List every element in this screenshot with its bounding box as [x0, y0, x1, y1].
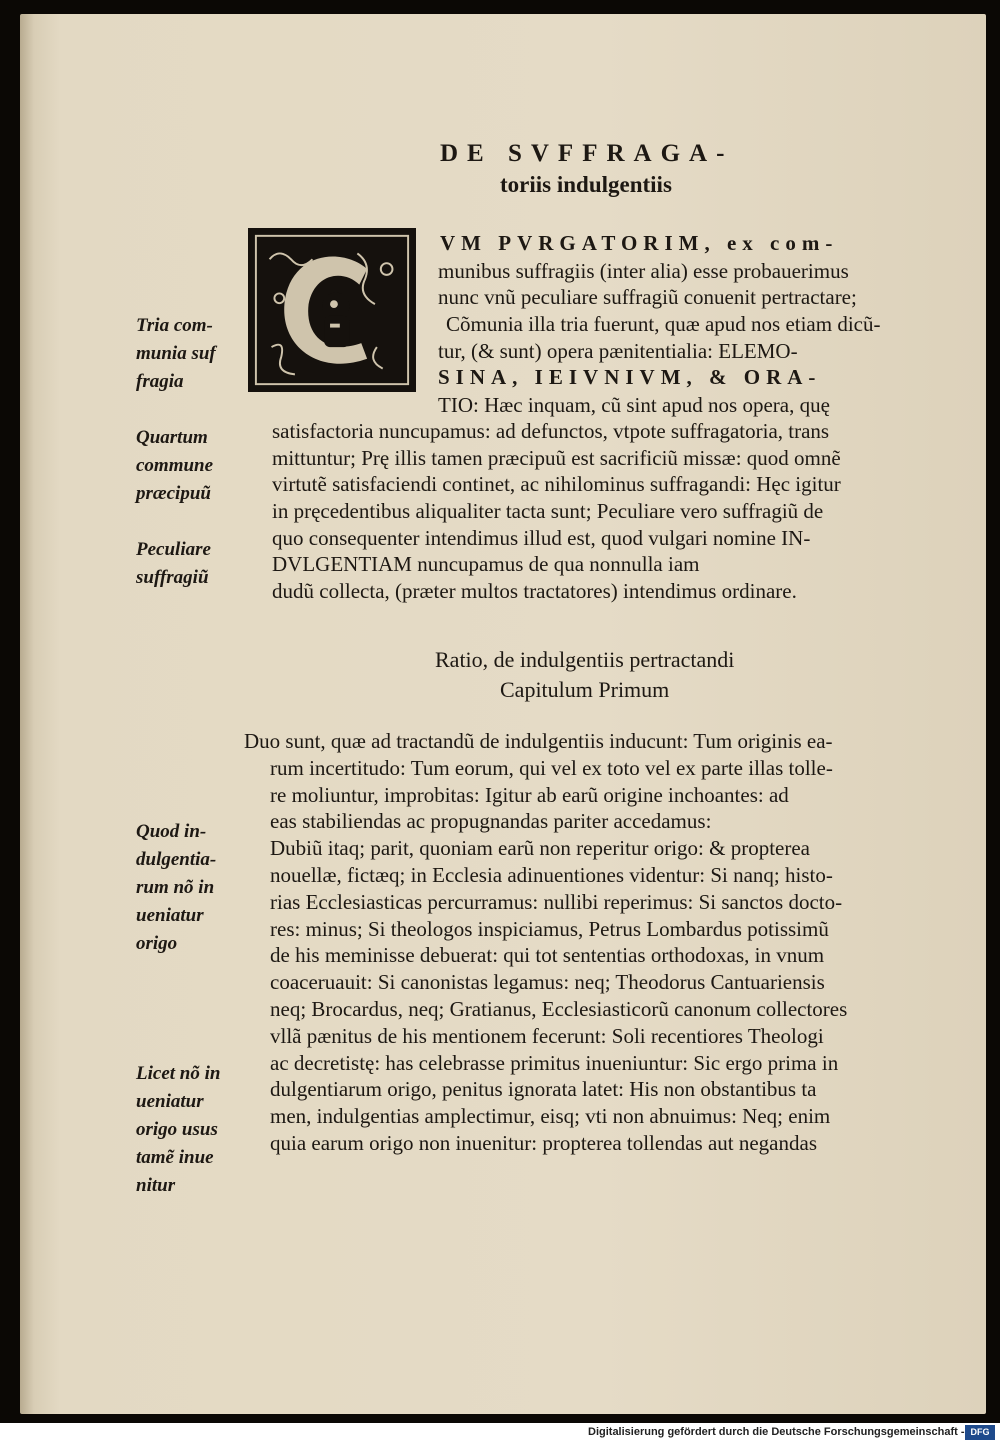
text-line: quia earum origo non inuenitur: propterea tollendas aut negandas	[270, 1131, 817, 1155]
text-line: res: minus; Si theologos inspiciamus, Petrus Lombardus potissimũ	[270, 917, 829, 941]
text-line: virtutẽ satisfaciendi continet, ac nihilominus suffragandi: Hęc igitur	[272, 472, 841, 496]
book-page	[20, 14, 986, 1414]
margin-note-line: Quod in-	[136, 821, 207, 842]
margin-note-line: suffragiũ	[136, 567, 209, 588]
margin-note-line: ueniatur	[136, 905, 204, 926]
margin-note-line: ueniatur	[136, 1091, 204, 1112]
decorated-initial-c	[248, 228, 416, 392]
margin-note	[136, 312, 254, 396]
text-line: ac decretistę: has celebrasse primitus inueniuntur: Sic ergo prima in	[270, 1051, 839, 1075]
text-line: Dubiũ itaq; parit, quoniam earũ non reperitur origo: & propterea	[270, 836, 811, 860]
page-heading-continuation: toriis indulgentiis	[500, 172, 672, 197]
margin-note-line: origo	[136, 933, 178, 954]
text-line: de his meminisse debuerat: qui tot sententias orthodoxas, in vnum	[270, 943, 825, 967]
text-line: in pręcedentibus aliqualiter tacta sunt; Peculiare vero suffragiũ de	[272, 499, 824, 523]
text-line: re moliuntur, improbitas: Igitur ab earũ origine inchoantes: ad	[270, 783, 789, 807]
chapter-subtitle: Capitulum Primum	[500, 677, 670, 702]
margin-note-line: Quartum	[136, 427, 208, 448]
margin-note-line: fragia	[136, 371, 184, 392]
text-line: satisfactoria nuncupamus: ad defunctos, vtpote suffragatoria, trans	[272, 419, 830, 443]
page-heading: DE SVFFRAGA-	[440, 140, 734, 167]
text-line: coaceruauit: Si canonistas legamus: neq; Theodorus Cantuariensis	[270, 970, 825, 994]
text-line: SINA, IEIVNIVM, & ORA-	[438, 365, 822, 389]
text-line: nunc vnũ peculiare suffragiũ conuenit pertractare;	[438, 285, 857, 309]
digitization-credit: Digitalisierung gefördert durch die Deutsche Forschungsgemeinschaft -	[588, 1426, 965, 1438]
margin-note-line: Tria com-	[136, 315, 213, 336]
margin-note-line: dulgentia-	[136, 849, 217, 870]
text-line: DVLGENTIAM nuncupamus de qua nonnulla iam	[272, 552, 700, 576]
margin-note-line: origo usus	[136, 1119, 218, 1140]
text-line: rias Ecclesiasticas percurramus: nullibi reperimus: Si sanctos docto-	[270, 890, 843, 914]
margin-note	[136, 818, 254, 958]
margin-note-line: Peculiare	[136, 539, 211, 560]
text-line: nouellæ, fictæq; in Ecclesia adinuentiones videntur: Si nanq; histo-	[270, 863, 833, 887]
margin-note-line: tamẽ inue	[136, 1147, 214, 1168]
margin-note-line: commune	[136, 455, 214, 476]
text-line: rum incertitudo: Tum eorum, qui vel ex toto vel ex parte illas tolle-	[270, 756, 833, 780]
text-line: vllã pænitus de his mentionem fecerunt: Soli recentiores Theologi	[270, 1024, 824, 1048]
margin-note-line: Licet nõ in	[136, 1063, 221, 1084]
text-line: Duo sunt, quæ ad tractandũ de indulgentiis inducunt: Tum originis ea-	[244, 729, 833, 753]
text-line: dulgentiarum origo, penitus ignorata latet: His non obstantibus ta	[270, 1077, 817, 1101]
text-line: neq; Brocardus, neq; Gratianus, Ecclesiasticorũ canonum collectores	[270, 997, 848, 1021]
margin-note-line: munia suf	[136, 343, 216, 364]
text-line: eas stabiliendas ac propugnandas pariter accedamus:	[270, 809, 712, 833]
text-line: tur, (& sunt) opera pænitentialia: ELEMO-	[438, 339, 798, 363]
chapter-title: Ratio, de indulgentiis pertractandi	[435, 647, 735, 672]
text-line: dudũ collecta, (præter multos tractatores) intendimus ordinare.	[272, 579, 797, 603]
margin-note-line: nitur	[136, 1175, 176, 1196]
margin-note	[136, 536, 254, 592]
text-line: men, indulgentias amplectimur, eisq; vti non abnuimus: Neq; enim	[270, 1104, 831, 1128]
text-line: quo consequenter intendimus illud est, quod vulgari nomine IN-	[272, 526, 811, 550]
text-line: Cõmunia illa tria fuerunt, quæ apud nos etiam dicũ-	[446, 312, 881, 336]
margin-note-line: rum nõ in	[136, 877, 215, 898]
margin-note	[136, 1060, 254, 1200]
text-line: TIO: Hæc inquam, cũ sint apud nos opera, quę	[438, 393, 830, 417]
woodcut-initial-icon	[250, 230, 414, 390]
margin-note-line: præcipuũ	[136, 483, 211, 504]
text-line: mittuntur; Prę illis tamen præcipuũ est sacrificiũ missæ: quod omnẽ	[272, 446, 841, 470]
text-line: VM PVRGATORIM, ex com-	[440, 231, 839, 255]
text-line: munibus suffragiis (inter alia) esse probauerimus	[438, 259, 849, 283]
margin-note	[136, 424, 254, 508]
dfg-logo-icon: DFG	[965, 1425, 995, 1440]
